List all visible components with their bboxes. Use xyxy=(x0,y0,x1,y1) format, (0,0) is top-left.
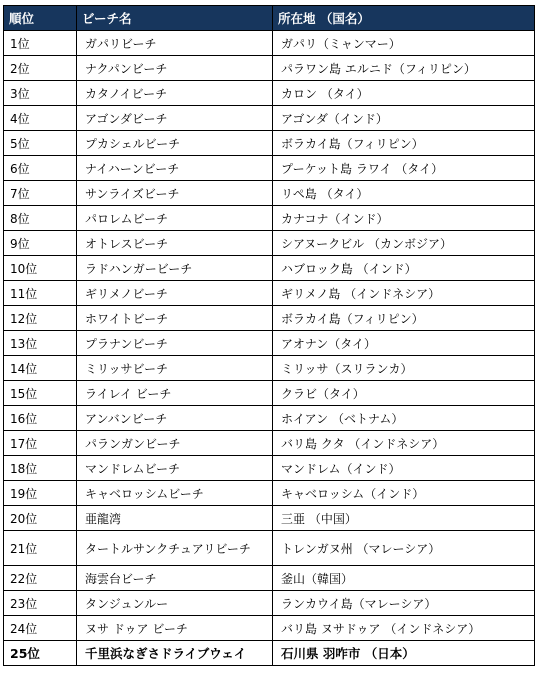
location-cell: ボラカイ島（フィリピン） xyxy=(273,131,535,156)
table-row xyxy=(4,591,535,616)
location-cell: ハブロック島 （インド） xyxy=(273,256,535,281)
beach-name-cell: サンライズビーチ xyxy=(77,181,273,206)
beach-name-cell: ライレイ ビーチ xyxy=(77,381,273,406)
beach-name-cell: 亜龍湾 xyxy=(77,506,273,531)
rank-cell: 4位 xyxy=(4,106,77,131)
rank-cell: 19位 xyxy=(4,481,77,506)
beach-name-cell: タートルサンクチュアリビーチ xyxy=(77,531,273,566)
table-row xyxy=(4,566,535,591)
header-beach-name: ビーチ名 xyxy=(77,6,273,31)
rank-cell: 2位 xyxy=(4,56,77,81)
location-cell: ミリッサ（スリランカ） xyxy=(273,356,535,381)
beach-name-cell: ナクパンビーチ xyxy=(77,56,273,81)
location-cell: ボラカイ島（フィリピン） xyxy=(273,306,535,331)
beach-name-cell: ホワイトビーチ xyxy=(77,306,273,331)
header-location: 所在地 （国名） xyxy=(273,6,535,31)
location-cell: マンドレム（インド） xyxy=(273,456,535,481)
location-cell: 釜山（韓国） xyxy=(273,566,535,591)
location-cell: カナコナ（インド） xyxy=(273,206,535,231)
rank-cell: 17位 xyxy=(4,431,77,456)
rank-cell: 21位 xyxy=(4,531,77,566)
table-row xyxy=(4,81,535,106)
rank-cell: 3位 xyxy=(4,81,77,106)
rank-cell: 8位 xyxy=(4,206,77,231)
location-cell: バリ島 クタ （インドネシア） xyxy=(273,431,535,456)
table-row xyxy=(4,131,535,156)
location-cell: アオナン（タイ） xyxy=(273,331,535,356)
beach-name-cell: 千里浜なぎさドライブウェイ xyxy=(77,641,273,666)
location-cell: 石川県 羽咋市 （日本） xyxy=(273,641,535,666)
table-row xyxy=(4,31,535,56)
location-cell: カロン （タイ） xyxy=(273,81,535,106)
location-cell: キャベロッシム（インド） xyxy=(273,481,535,506)
table-header-row xyxy=(4,6,535,31)
beach-ranking-table xyxy=(3,5,535,666)
location-cell: リペ島 （タイ） xyxy=(273,181,535,206)
table-row xyxy=(4,431,535,456)
location-cell: バリ島 ヌサドゥア （インドネシア） xyxy=(273,616,535,641)
table-row xyxy=(4,106,535,131)
table-row xyxy=(4,256,535,281)
beach-name-cell: ナイハーンビーチ xyxy=(77,156,273,181)
table-row xyxy=(4,506,535,531)
beach-name-cell: アンバンビーチ xyxy=(77,406,273,431)
location-cell: ギリメノ島 （インドネシア） xyxy=(273,281,535,306)
beach-name-cell: プラナンビーチ xyxy=(77,331,273,356)
table-row xyxy=(4,56,535,81)
rank-cell: 25位 xyxy=(4,641,77,666)
header-rank: 順位 xyxy=(4,6,77,31)
location-cell: ホイアン （ベトナム） xyxy=(273,406,535,431)
location-cell: 三亜 （中国） xyxy=(273,506,535,531)
rank-cell: 5位 xyxy=(4,131,77,156)
rank-cell: 24位 xyxy=(4,616,77,641)
beach-name-cell: タンジュンルー xyxy=(77,591,273,616)
rank-cell: 16位 xyxy=(4,406,77,431)
rank-cell: 13位 xyxy=(4,331,77,356)
location-cell: プーケット島 ラワイ （タイ） xyxy=(273,156,535,181)
table-row xyxy=(4,306,535,331)
table-row xyxy=(4,281,535,306)
rank-cell: 10位 xyxy=(4,256,77,281)
table-row xyxy=(4,231,535,256)
table-body xyxy=(4,31,535,666)
rank-cell: 18位 xyxy=(4,456,77,481)
location-cell: クラビ（タイ） xyxy=(273,381,535,406)
rank-cell: 20位 xyxy=(4,506,77,531)
rank-cell: 7位 xyxy=(4,181,77,206)
beach-name-cell: ギリメノビーチ xyxy=(77,281,273,306)
rank-cell: 22位 xyxy=(4,566,77,591)
rank-cell: 1位 xyxy=(4,31,77,56)
location-cell: アゴンダ（インド） xyxy=(273,106,535,131)
beach-name-cell: パロレムビーチ xyxy=(77,206,273,231)
location-cell: トレンガヌ州 （マレーシア） xyxy=(273,531,535,566)
table-row xyxy=(4,531,535,566)
rank-cell: 9位 xyxy=(4,231,77,256)
rank-cell: 15位 xyxy=(4,381,77,406)
table-row xyxy=(4,481,535,506)
beach-name-cell: パランガンビーチ xyxy=(77,431,273,456)
beach-name-cell: ヌサ ドゥア ビーチ xyxy=(77,616,273,641)
beach-name-cell: ガパリビーチ xyxy=(77,31,273,56)
table-row xyxy=(4,356,535,381)
ranking-table-container xyxy=(3,5,534,666)
beach-name-cell: マンドレムビーチ xyxy=(77,456,273,481)
rank-cell: 11位 xyxy=(4,281,77,306)
table-row xyxy=(4,381,535,406)
table-row xyxy=(4,156,535,181)
beach-name-cell: カタノイビーチ xyxy=(77,81,273,106)
rank-cell: 23位 xyxy=(4,591,77,616)
rank-cell: 6位 xyxy=(4,156,77,181)
location-cell: ガパリ（ミャンマー） xyxy=(273,31,535,56)
location-cell: パラワン島 エルニド（フィリピン） xyxy=(273,56,535,81)
beach-name-cell: ラドハンガービーチ xyxy=(77,256,273,281)
table-row xyxy=(4,406,535,431)
location-cell: シアヌークビル （カンボジア） xyxy=(273,231,535,256)
table-row xyxy=(4,206,535,231)
table-row xyxy=(4,456,535,481)
beach-name-cell: アゴンダビーチ xyxy=(77,106,273,131)
table-row xyxy=(4,181,535,206)
beach-name-cell: キャベロッシムビーチ xyxy=(77,481,273,506)
location-cell: ランカウイ島（マレーシア） xyxy=(273,591,535,616)
table-row xyxy=(4,616,535,641)
beach-name-cell: ミリッサビーチ xyxy=(77,356,273,381)
table-row xyxy=(4,641,535,666)
beach-name-cell: プカシェルビーチ xyxy=(77,131,273,156)
beach-name-cell: オトレスビーチ xyxy=(77,231,273,256)
rank-cell: 14位 xyxy=(4,356,77,381)
beach-name-cell: 海雲台ビーチ xyxy=(77,566,273,591)
rank-cell: 12位 xyxy=(4,306,77,331)
table-row xyxy=(4,331,535,356)
